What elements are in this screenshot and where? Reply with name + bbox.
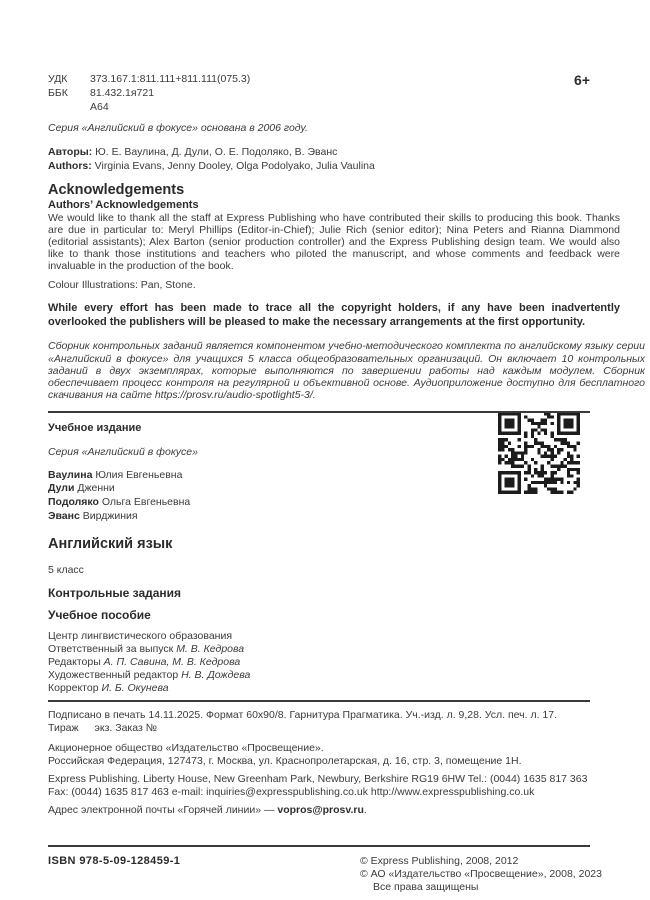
colour-illustrations-note: Colour Illustrations: Pan, Stone. — [48, 279, 196, 292]
authors-en-line — [48, 159, 645, 173]
book-kind: Учебное пособие — [48, 607, 151, 622]
publisher-ru-block — [48, 742, 645, 768]
publisher-ru-name: Акционерное общество «Издательство «Просвещение». — [48, 741, 324, 754]
grade-label: 5 класс — [48, 563, 84, 576]
copyright-block — [360, 855, 602, 894]
publisher-en-contacts: Fax: (0044) 1635 817 463 e-mail: inquiries@expresspublishing.co.uk http://www.expresspublishing.co.uk — [48, 785, 535, 798]
udk-value: 373.167.1:811.111+811.111(075.3) — [90, 73, 251, 85]
acknowledgements-title: Acknowledgements — [48, 182, 185, 198]
divider-bottom — [48, 845, 590, 847]
book-subtitle: Контрольные задания — [48, 585, 182, 600]
isbn: ISBN 978-5-09-128459-1 — [48, 854, 181, 867]
divider-middle — [48, 700, 590, 702]
series-founded-note: Серия «Английский в фокусе» основана в 2006 году. — [48, 122, 308, 134]
credits-center: Центр лингвистического образования — [48, 629, 233, 642]
imprint-author: Ваулина Юлия Евгеньевна — [48, 468, 183, 481]
footer-row — [48, 855, 645, 900]
annotation-paragraph: Сборник контрольных заданий является компонентом учебно-методического комплекта по английскому языку серии «Английский в фокусе» для учащихся 5 класса общеобразовательных организаций. Он включает 10 контрольных заданий в двух экземплярах, которые выполняются по завершении работы над каждым модулем. Сборник обеспечивает процесс контроля на регулярной и объективной основе. Аудиоприложение доступно для бесплатного скачивания на сайте https://prosv.ru/audio-spotlight5-3/. — [48, 340, 645, 402]
imprint-author: Подоляко Ольга Евгеньевна — [48, 496, 191, 509]
age-rating-badge: 6+ — [574, 72, 590, 88]
publisher-ru-address: Российская Федерация, 127473, г. Москва, ул. Краснопролетарская, д. 16, стр. 3, помещение 1Н. — [48, 754, 522, 767]
hotline-email: vopros@prosv.ru — [277, 803, 364, 816]
publisher-en-address: Express Publishing. Liberty House, New Greenham Park, Newbury, Berkshire RG19 6HW Tel.: (0044) 1635 817 363 — [48, 772, 588, 785]
acknowledgements-body: We would like to thank all the staff at Express Publishing who have contributed their skills to producing this book. Thanks are due in particular to: Meryl Phillips (Editor-in-Chief); Julie Rich (senior editor); Nina Peters and Rianna Diammond (editorial assistants); Alex Barton (senior production controller) and the Express Publishing design team. We would also like to thank those institutions and teachers who piloted the manuscript, and whose comments and feedback were invaluable in the production of the book. — [48, 212, 620, 273]
copyright-express: © Express Publishing, 2008, 2012 — [360, 854, 519, 867]
authors-en-names: Virginia Evans, Jenny Dooley, Olga Podolyako, Julia Vaulina — [91, 160, 375, 172]
credit-line: Ответственный за выпуск М. В. Кедрова — [48, 642, 245, 655]
copyright-prosveshchenie: © АО «Издательство «Просвещение», 2008, 2023 — [360, 867, 602, 880]
imprint-author: Дули Дженни — [48, 482, 115, 495]
print-info-block — [48, 709, 645, 735]
authors-block — [48, 145, 645, 173]
credit-line: Художественный редактор Н. В. Дождева — [48, 668, 251, 681]
hotline-label: Адрес электронной почты «Горячей линии» — — [48, 803, 278, 816]
publisher-en-block — [48, 773, 645, 799]
page-content — [48, 72, 645, 900]
rights-reserved: Все права защищены — [373, 880, 479, 893]
credit-line: Редакторы А. П. Савина, М. В. Кедрова — [48, 655, 241, 668]
authors-ru-line — [48, 145, 645, 159]
print-info-line: Подписано в печать 14.11.2025. Формат 60х90/8. Гарнитура Прагматика. Уч.-изд. л. 9,28. Усл. печ. л. 17. — [48, 708, 558, 721]
tirazh-line — [48, 722, 645, 735]
book-code: А64 — [90, 101, 109, 113]
bbk-label: ББК — [48, 87, 68, 99]
copyright-holders-notice: While every effort has been made to trace all the copyright holders, if any have been inadvertently overlooked the publishers will be pleased to make the necessary arrangements at the first opportunity. — [48, 302, 620, 328]
hotline-line: Адрес электронной почты «Горячей линии» — vopros@prosv.ru. — [48, 803, 367, 816]
divider-top — [48, 411, 590, 413]
authors-en-label: Authors: — [48, 160, 92, 172]
edition-type: Учебное издание — [48, 421, 142, 434]
udk-label: УДК — [48, 73, 68, 85]
book-title: Английский язык — [48, 535, 173, 552]
credit-line: Корректор И. Б. Окунева — [48, 681, 169, 694]
imprint-series: Серия «Английский в фокусе» — [48, 445, 198, 458]
imprint-author: Эванс Вирджиния — [48, 509, 138, 522]
bbk-line — [48, 86, 645, 100]
staff-credits — [48, 630, 645, 695]
bbk-value: 81.432.1я721 — [90, 87, 155, 99]
tirazh-rest: экз. Заказ № — [94, 721, 157, 734]
book-code-line — [48, 100, 645, 114]
authors-ru-names: Ю. Е. Ваулина, Д. Дули, О. Е. Подоляко, В. Эванс — [92, 146, 338, 158]
imprint-authors-list — [48, 469, 645, 524]
udk-line — [48, 72, 645, 86]
tirazh-label: Тираж — [48, 721, 79, 734]
acknowledgements-subtitle: Authors’ Acknowledgements — [48, 199, 199, 211]
authors-ru-label: Авторы: — [48, 146, 93, 158]
